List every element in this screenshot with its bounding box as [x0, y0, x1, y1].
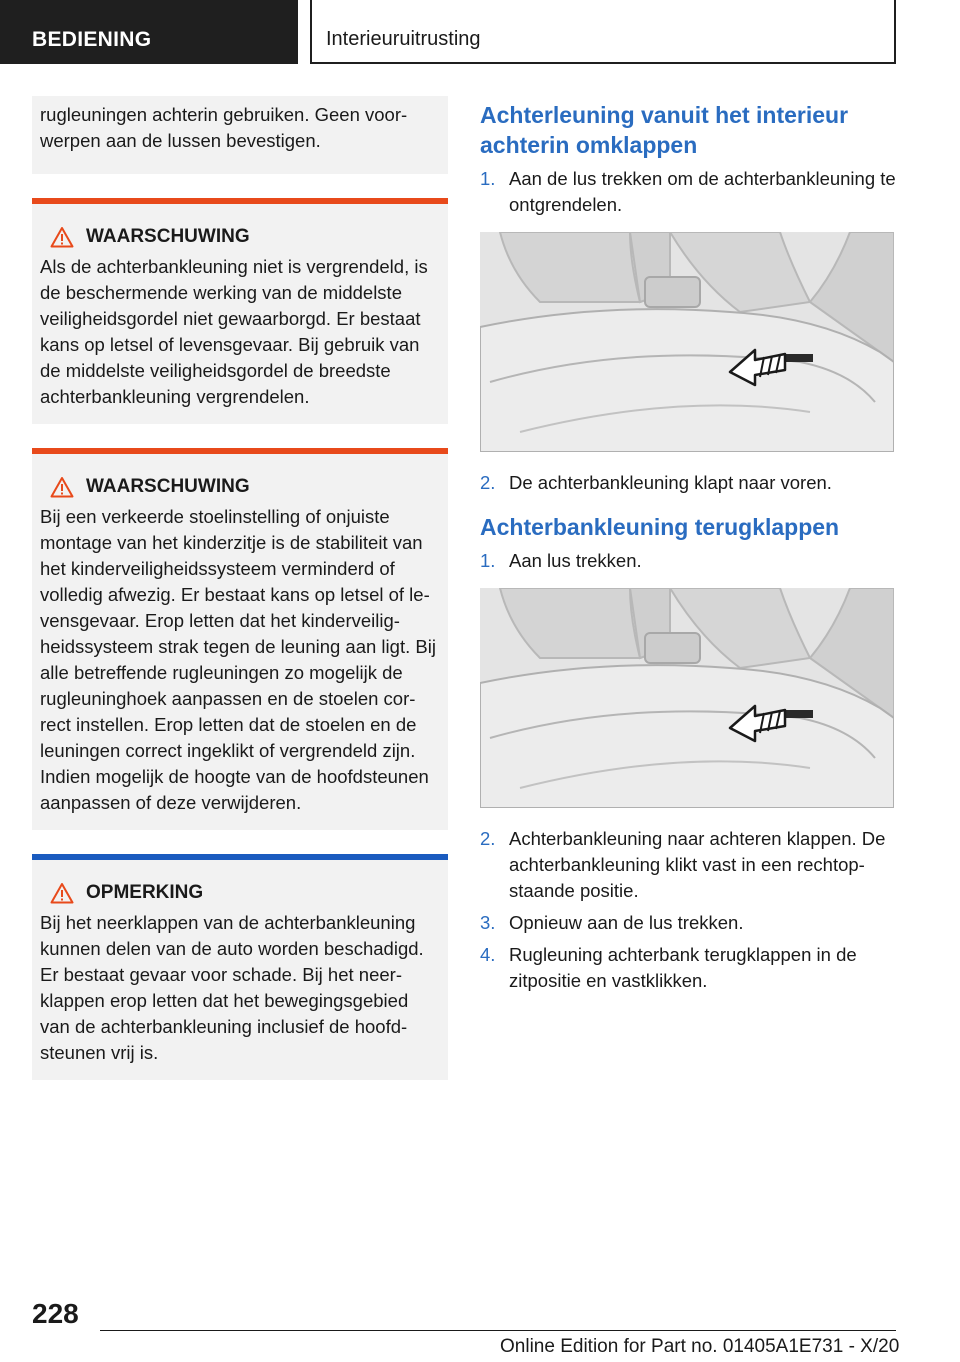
left-column [32, 96, 448, 1092]
right-column [480, 100, 900, 1000]
step-text: Aan de lus trekken om de achterbankleuning te ontgrendelen. [509, 168, 896, 215]
step-number: 2. [480, 828, 496, 849]
page-number: 228 [32, 1298, 79, 1329]
section-heading-fold-back: Achterbankleuning terugklappen [480, 514, 840, 540]
list-item [480, 470, 900, 496]
step-text: Opnieuw aan de lus trekken. [509, 912, 744, 933]
rear-seat-figure-2 [480, 588, 894, 808]
footer-edition-text: Online Edition for Part no. 01405A1E731 - X/20 [500, 1336, 900, 1357]
header-chapter-title: Interieuruitrusting [310, 0, 896, 64]
list-item [480, 826, 900, 904]
list-item [480, 910, 900, 936]
warning-1-title: WAARSCHUWING [86, 226, 250, 247]
step-text: Achterbankleuning naar achteren klappen. De achterbankleuning klikt vast in een rechtop-staande positie. [509, 828, 886, 901]
intro-text: rugleuningen achterin gebruiken. Geen voor-werpen aan de lussen bevestigen. [40, 104, 408, 151]
warning-box-1 [32, 198, 448, 424]
warning-2-title: WAARSCHUWING [86, 476, 250, 497]
list-item [480, 548, 900, 574]
warning-1-text: Als de achterbankleuning niet is vergrendeld, is de beschermende werking van de middelste veiligheidsgordel niet gewaarborgd. Er bestaat kans op letsel of levensgevaar. Bij gebruik van de middelste veiligheidsgordel de breedste achterbankleuning vergrendelen. [40, 256, 428, 407]
warning-triangle-icon [50, 476, 74, 498]
step-text: Rugleuning achterbank terugklappen in de zitpositie en vastklikken. [509, 944, 857, 991]
note-box [32, 854, 448, 1080]
footer-divider [100, 1330, 896, 1331]
warning-2-text: Bij een verkeerde stoelinstelling of onjuiste montage van het kinderzitje is de stabiliteit van het kinderveiligheidssysteem verminderd of volledig afwezig. Er bestaat kans op letsel of le-vensgevaar. Erop letten dat het kinderveilig-heidssysteem strak tegen de leuning aan ligt. Bij alle betreffende rugleuningen zo mogelijk de rugleuninghoek aanpassen en de stoelen cor-rect instellen. Erop letten dat de stoelen en de leuningen correct ingeklikt of vergrendeld zijn. Indien mogelijk de hoogte van de hoofdsteunen aanpassen of deze verwijderen. [40, 506, 436, 813]
step-number: 3. [480, 912, 496, 933]
header-section-label: BEDIENING [0, 0, 298, 64]
note-text: Bij het neerklappen van de achterbankleuning kunnen delen van de auto worden beschadigd. Er bestaat gevaar voor schade. Bij het neer-klappen erop letten dat het bewegingsgebied van de achterbankleuning inclusief de hoofd-steunen vrij is. [40, 912, 424, 1063]
note-title: OPMERKING [86, 882, 204, 903]
warning-box-2 [32, 448, 448, 830]
step-text: Aan lus trekken. [509, 550, 642, 571]
step-number: 2. [480, 472, 496, 493]
step-number: 4. [480, 944, 496, 965]
step-text: De achterbankleuning klapt naar voren. [509, 472, 832, 493]
section-heading-fold-forward: Achterleuning vanuit het interieur achterin omklappen [480, 102, 849, 158]
caution-triangle-icon [50, 882, 74, 904]
warning-triangle-icon [50, 226, 74, 248]
step-number: 1. [480, 168, 496, 189]
intro-box [32, 96, 448, 174]
list-item [480, 166, 900, 218]
list-item [480, 942, 900, 994]
rear-seat-figure-1 [480, 232, 894, 452]
step-number: 1. [480, 550, 496, 571]
